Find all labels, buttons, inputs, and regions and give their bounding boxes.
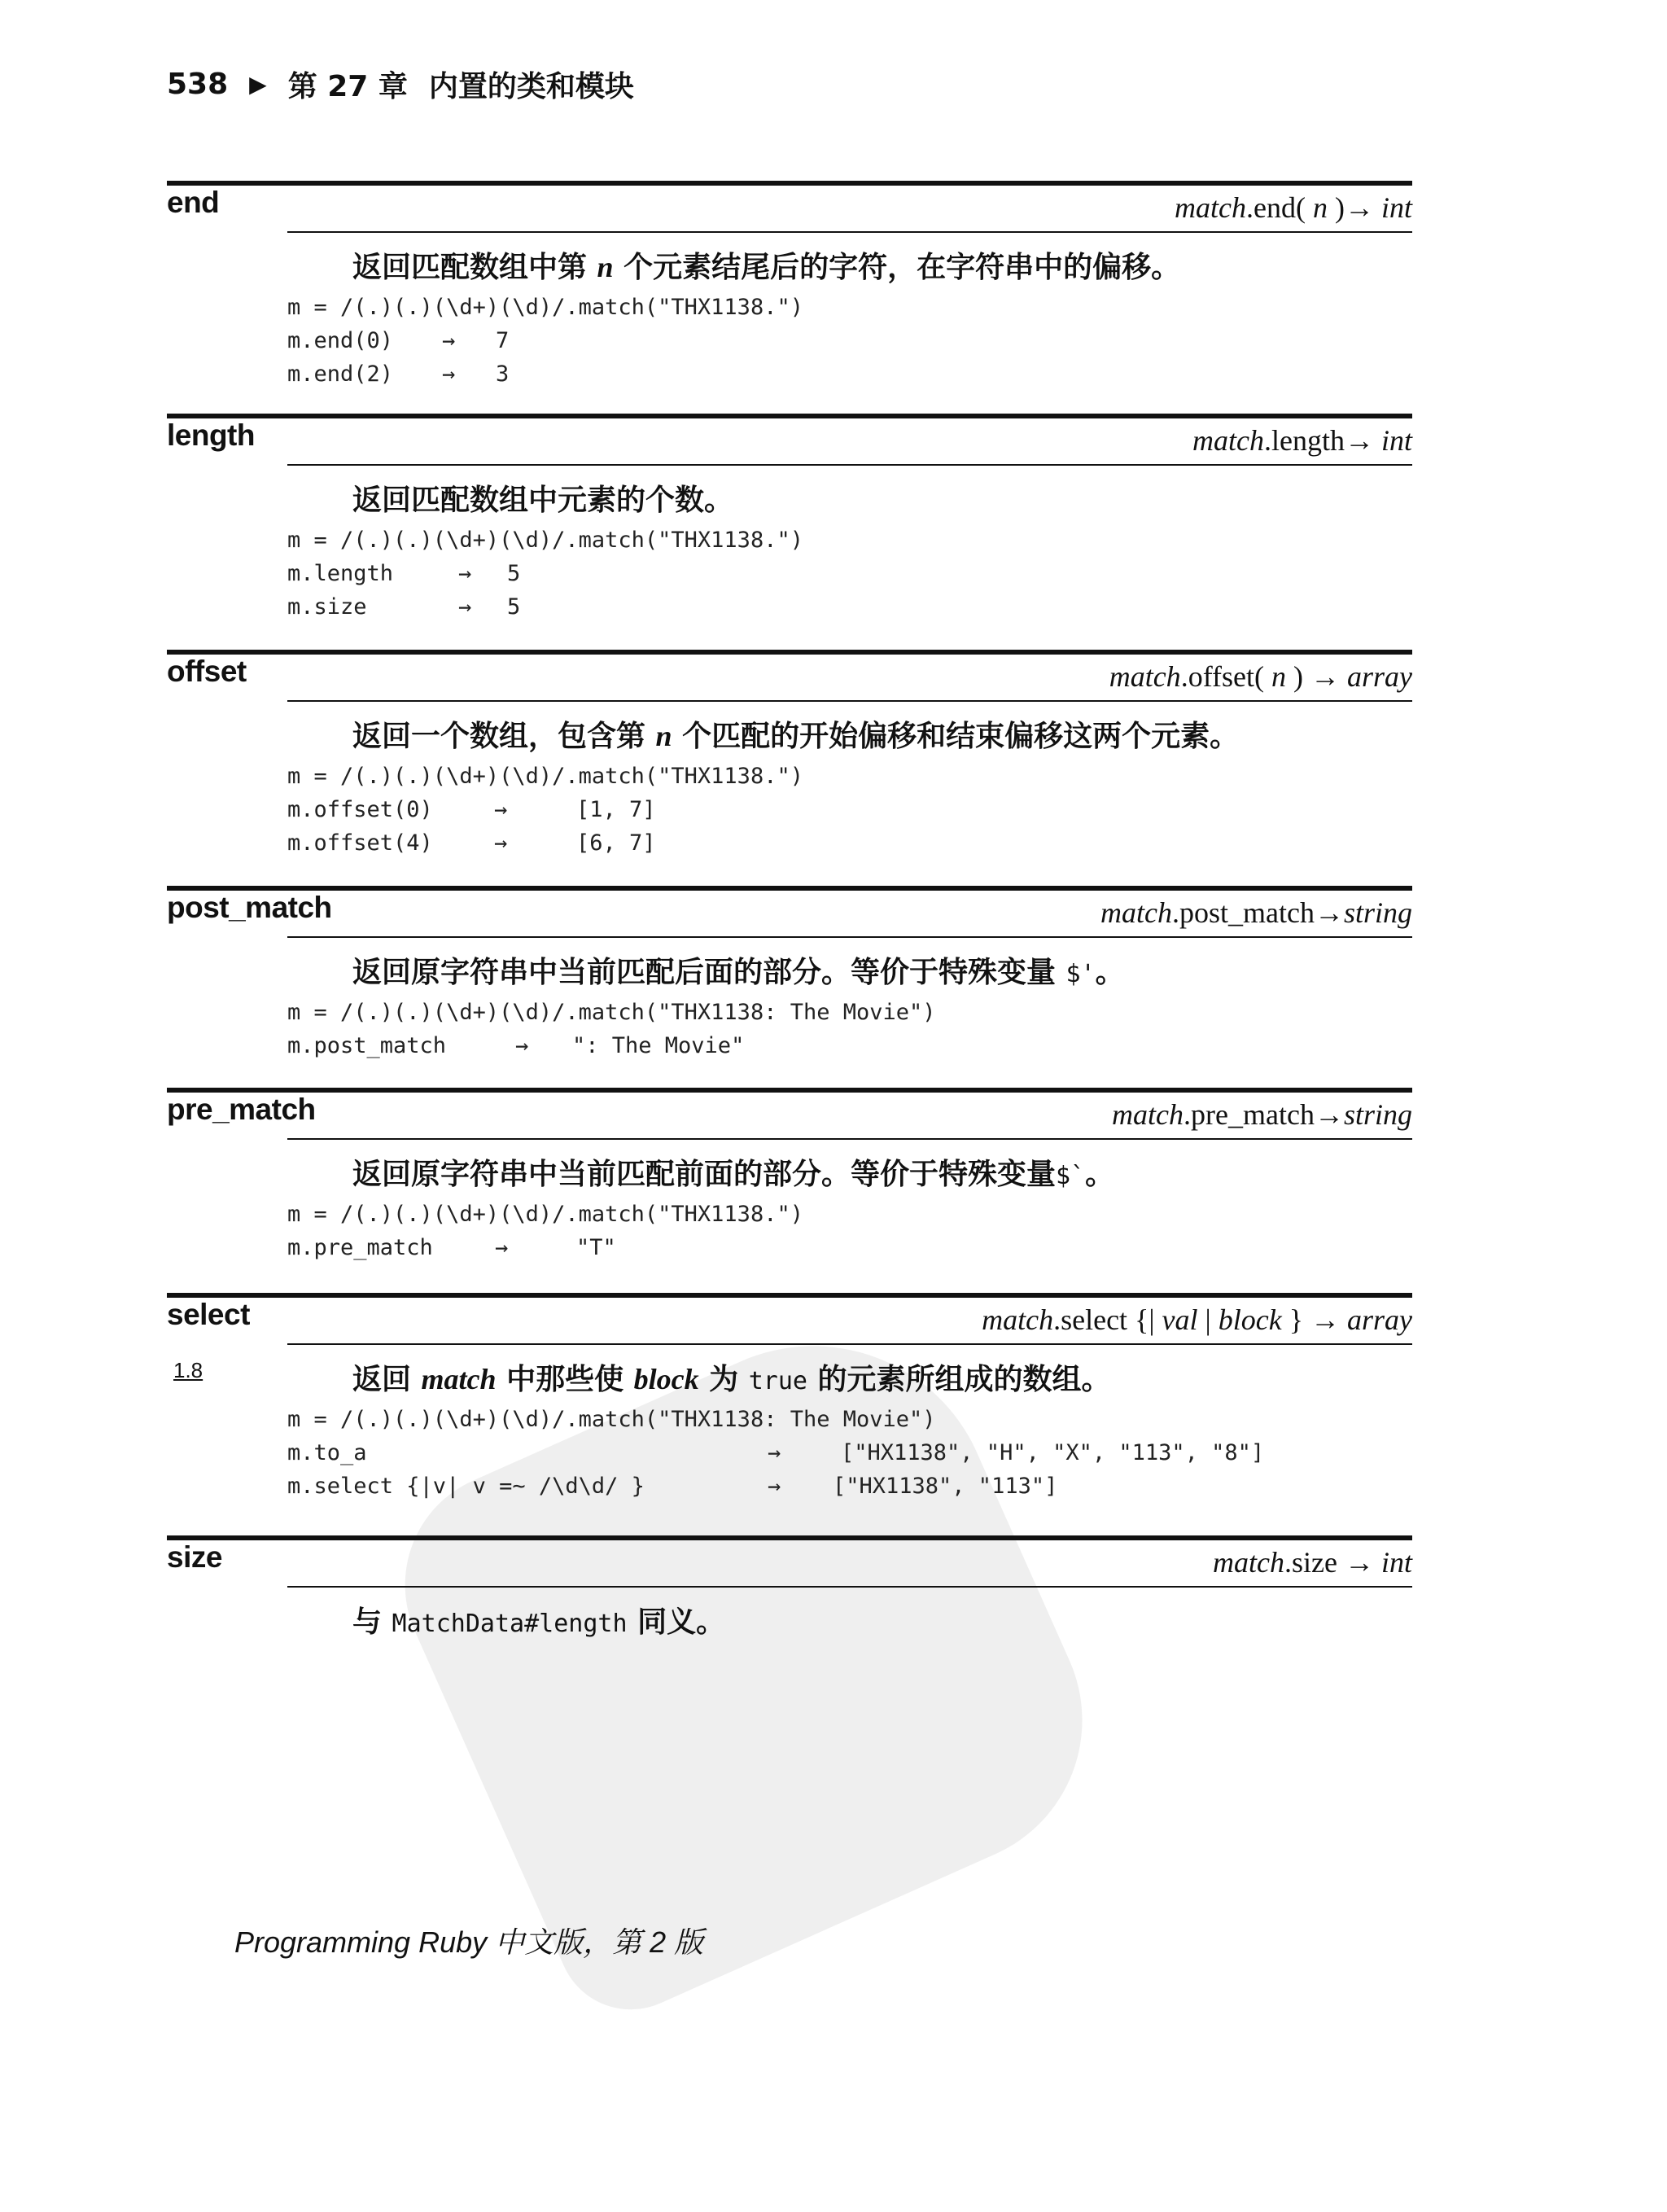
method-entry-length	[167, 414, 1412, 625]
code-line: m = /(.)(.)(\d+)(\d)/.match("THX1138.")	[287, 764, 803, 789]
method-name: select	[167, 1298, 250, 1331]
method-description: 返回原字符串中当前匹配后面的部分。等价于特殊变量 $'。	[352, 955, 1125, 989]
chapter-title: 内置的类和模块	[428, 69, 634, 103]
method-description: 返回匹配数组中第 n 个元素结尾后的字符，在字符串中的偏移。	[352, 250, 1181, 284]
code-line: m.end(0)	[287, 328, 394, 353]
code-result: "T"	[576, 1235, 616, 1260]
method-signature: match.offset( n ) → array	[1109, 660, 1412, 693]
code-result: ["HX1138", "H", "X", "113", "8"]	[841, 1440, 1265, 1465]
code-line: m.end(2)	[287, 361, 394, 387]
method-description: 返回原字符串中当前匹配前面的部分。等价于特殊变量$`。	[352, 1157, 1115, 1191]
code-line: m.size	[287, 594, 367, 620]
method-signature: match.length→ int	[1192, 424, 1412, 457]
method-description: 返回匹配数组中元素的个数。	[352, 483, 734, 517]
method-signature: match.size → int	[1213, 1546, 1412, 1579]
arrow-icon: →	[494, 797, 508, 822]
code-line: m = /(.)(.)(\d+)(\d)/.match("THX1138.")	[287, 1202, 803, 1227]
method-name: pre_match	[167, 1093, 316, 1126]
method-name: length	[167, 418, 255, 452]
arrow-icon: →	[442, 361, 456, 387]
method-entry-select	[167, 1293, 1412, 1505]
code-line: m = /(.)(.)(\d+)(\d)/.match("THX1138.")	[287, 528, 803, 553]
method-name: post_match	[167, 891, 332, 924]
chapter-label: 第 27 章	[287, 69, 408, 103]
arrow-icon: →	[458, 594, 472, 620]
code-result: ["HX1138", "113"]	[833, 1474, 1058, 1499]
arrow-icon: →	[494, 830, 508, 856]
code-line: m = /(.)(.)(\d+)(\d)/.match("THX1138: The Movie")	[287, 1407, 936, 1432]
method-signature: match.pre_match→string	[1112, 1098, 1412, 1131]
arrow-icon: →	[768, 1440, 781, 1465]
arrow-icon: →	[515, 1033, 529, 1058]
page-header	[167, 64, 634, 104]
method-name: offset	[167, 655, 247, 688]
method-signature: match.select {| val | block } → array	[982, 1303, 1412, 1336]
triangle-icon: ▶	[249, 70, 267, 98]
arrow-icon: →	[768, 1474, 781, 1499]
code-result: 5	[507, 594, 521, 620]
method-entry-end	[167, 181, 1412, 392]
method-description: 返回 match 中那些使 block 为 true 的元素所组成的数组。	[352, 1362, 1111, 1396]
method-entry-post-match	[167, 886, 1412, 1073]
code-result: 3	[496, 361, 510, 387]
method-entry-pre-match	[167, 1088, 1412, 1275]
method-name: end	[167, 186, 220, 219]
version-badge: 1.8	[173, 1358, 203, 1382]
method-name: size	[167, 1540, 222, 1574]
method-signature: match.end( n )→ int	[1175, 191, 1412, 224]
arrow-icon: →	[495, 1235, 509, 1260]
code-line: m.offset(0)	[287, 797, 433, 822]
arrow-icon: →	[442, 328, 456, 353]
method-description: 与 MatchData#length 同义。	[352, 1605, 726, 1639]
code-line: m.to_a	[287, 1440, 367, 1465]
code-line: m.select {|v| v =~ /\d\d/ }	[287, 1474, 645, 1499]
page-footer: Programming Ruby 中文版，第 2 版	[234, 1925, 704, 1959]
code-line: m.offset(4)	[287, 830, 433, 856]
code-line: m.length	[287, 561, 394, 586]
code-result: ": The Movie"	[572, 1033, 745, 1058]
code-result: [6, 7]	[576, 830, 656, 856]
code-result: 7	[496, 328, 510, 353]
code-line: m.post_match	[287, 1033, 447, 1058]
method-entry-size	[167, 1535, 1412, 1658]
code-line: m.pre_match	[287, 1235, 433, 1260]
code-result: [1, 7]	[576, 797, 656, 822]
page-number: 538	[167, 67, 229, 101]
method-signature: match.post_match→string	[1100, 896, 1412, 929]
arrow-icon: →	[458, 561, 472, 586]
method-description: 返回一个数组，包含第 n 个匹配的开始偏移和结束偏移这两个元素。	[352, 719, 1240, 753]
code-line: m = /(.)(.)(\d+)(\d)/.match("THX1138: The Movie")	[287, 1000, 936, 1025]
code-line: m = /(.)(.)(\d+)(\d)/.match("THX1138.")	[287, 295, 803, 320]
method-entry-offset	[167, 650, 1412, 861]
code-result: 5	[507, 561, 521, 586]
